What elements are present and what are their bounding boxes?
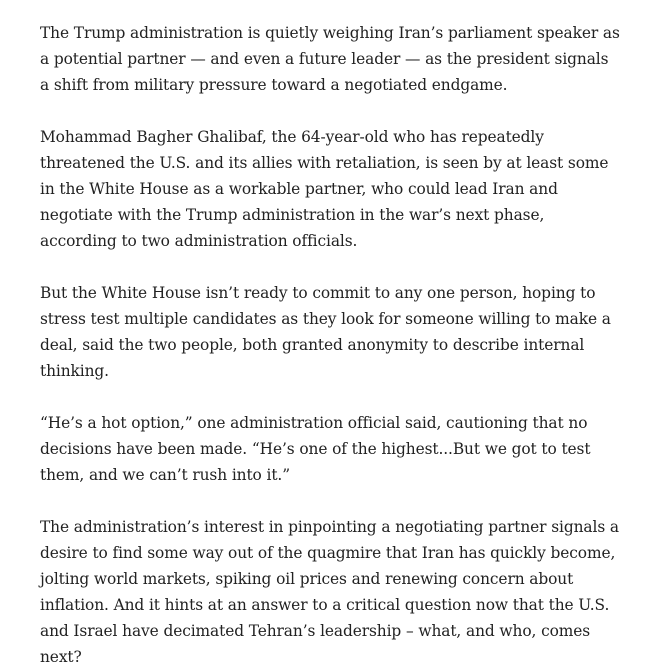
article-paragraph: The administration’s interest in pinpointing a negotiating partner signals a desire to find some way out of the quagmire that Iran has quickly become, jolting world markets, spiking oil prices and renewing concern about inflation. And it hints at an answer to a critical question now that the U.S. and Israel have decimated Tehran’s leadership – what, and who, comes next? (40, 518, 619, 666)
article-paragraph: Mohammad Bagher Ghalibaf, the 64-year-old who has repeatedly threatened the U.S. and its allies with retaliation, is seen by at least some in the White House as a workable partner, who could lead Iran and negotiate with the Trump administration in the war’s next phase, according to two administration officials. (40, 128, 609, 250)
article-paragraph: The Trump administration is quietly weighing Iran’s parliament speaker as a potential partner — and even a future leader — as the president signals a shift from military pressure toward a negotiated endgame. (40, 24, 620, 94)
article-paragraph: But the White House isn’t ready to commit to any one person, hoping to stress test multiple candidates as they look for someone willing to make a deal, said the two people, both granted anonymity to describe internal thinking. (40, 284, 611, 380)
article-body (40, 20, 620, 670)
article-paragraph: “He’s a hot option,” one administration official said, cautioning that no decisions have been made. “He’s one of the highest...But we got to test them, and we can’t rush into it.” (40, 414, 591, 484)
